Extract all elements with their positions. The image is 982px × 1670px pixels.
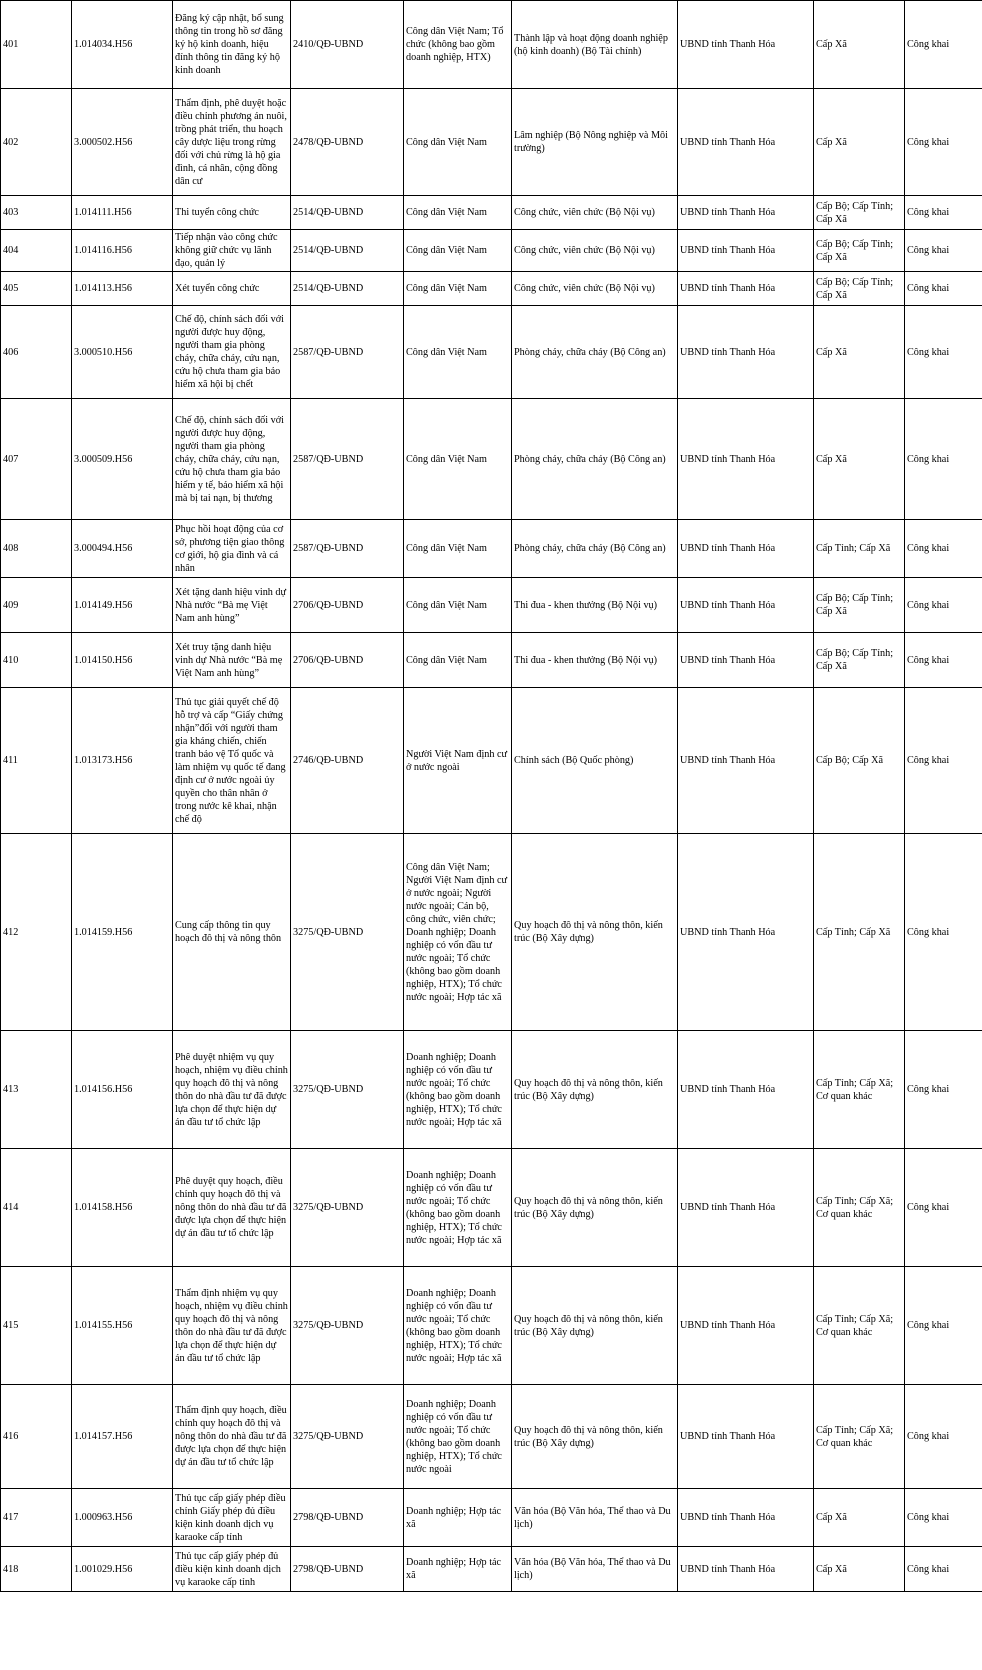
status-cell: Công khai [905,196,982,230]
row-number-cell: 412 [1,834,72,1031]
authority-cell: UBND tỉnh Thanh Hóa [678,1489,814,1547]
authority-cell: UBND tỉnh Thanh Hóa [678,230,814,272]
procedure-code-cell: 3.000509.H56 [72,399,173,520]
applicant-type-cell: Công dân Việt Nam [404,230,512,272]
procedure-code-cell: 3.000510.H56 [72,306,173,399]
table-row [1,633,982,688]
row-number-cell: 409 [1,578,72,633]
applicant-type-cell: Công dân Việt Nam [404,520,512,578]
status-cell: Công khai [905,1031,982,1149]
decision-number-cell: 3275/QĐ-UBND [291,1149,404,1267]
table-row [1,1031,982,1149]
table-row [1,196,982,230]
applicant-type-cell: Doanh nghiệp; Hợp tác xã [404,1489,512,1547]
status-cell: Công khai [905,230,982,272]
authority-cell: UBND tỉnh Thanh Hóa [678,306,814,399]
table-row [1,1547,982,1592]
decision-number-cell: 2514/QĐ-UBND [291,196,404,230]
decision-number-cell: 2706/QĐ-UBND [291,578,404,633]
procedure-code-cell: 1.013173.H56 [72,688,173,834]
field-cell: Công chức, viên chức (Bộ Nội vụ) [512,230,678,272]
decision-number-cell: 2798/QĐ-UBND [291,1547,404,1592]
decision-number-cell: 2798/QĐ-UBND [291,1489,404,1547]
status-cell: Công khai [905,1489,982,1547]
field-cell: Phòng cháy, chữa cháy (Bộ Công an) [512,306,678,399]
field-cell: Thành lập và hoạt động doanh nghiệp (hộ kinh doanh) (Bộ Tài chính) [512,1,678,89]
table-row [1,89,982,196]
status-cell: Công khai [905,306,982,399]
authority-cell: UBND tỉnh Thanh Hóa [678,633,814,688]
field-cell: Công chức, viên chức (Bộ Nội vụ) [512,272,678,306]
authority-cell: UBND tỉnh Thanh Hóa [678,1031,814,1149]
applicant-type-cell: Công dân Việt Nam [404,272,512,306]
row-number-cell: 414 [1,1149,72,1267]
field-cell: Lâm nghiệp (Bộ Nông nghiệp và Môi trường) [512,89,678,196]
level-cell: Cấp Tỉnh; Cấp Xã [814,834,905,1031]
field-cell: Quy hoạch đô thị và nông thôn, kiến trúc (Bộ Xây dựng) [512,1031,678,1149]
decision-number-cell: 2587/QĐ-UBND [291,399,404,520]
procedure-name-cell: Phê duyệt quy hoạch, điều chỉnh quy hoạch đô thị và nông thôn do nhà đầu tư đã được lựa chọn để thực hiện dự án đầu tư tổ chức lập [173,1149,291,1267]
level-cell: Cấp Bộ; Cấp Xã [814,688,905,834]
field-cell: Phòng cháy, chữa cháy (Bộ Công an) [512,399,678,520]
row-number-cell: 402 [1,89,72,196]
authority-cell: UBND tỉnh Thanh Hóa [678,578,814,633]
status-cell: Công khai [905,272,982,306]
procedure-code-cell: 1.014111.H56 [72,196,173,230]
table-row [1,306,982,399]
procedure-code-cell: 1.014155.H56 [72,1267,173,1385]
row-number-cell: 403 [1,196,72,230]
table-body [1,1,982,1592]
table-row [1,399,982,520]
table-row [1,1149,982,1267]
procedure-code-cell: 1.014159.H56 [72,834,173,1031]
status-cell: Công khai [905,688,982,834]
decision-number-cell: 3275/QĐ-UBND [291,1031,404,1149]
status-cell: Công khai [905,1267,982,1385]
level-cell: Cấp Tỉnh; Cấp Xã [814,520,905,578]
procedure-code-cell: 1.014158.H56 [72,1149,173,1267]
authority-cell: UBND tỉnh Thanh Hóa [678,1,814,89]
decision-number-cell: 2514/QĐ-UBND [291,230,404,272]
row-number-cell: 408 [1,520,72,578]
applicant-type-cell: Công dân Việt Nam; Người Việt Nam định cư ở nước ngoài; Người nước ngoài; Cán bộ, công chức, viên chức; Doanh nghiệp; Doanh nghiệp có vốn đầu tư nước ngoài; Tổ chức (không bao gồm doanh nghiệp, HTX); Tổ chức nước ngoài; Hợp tác xã [404,834,512,1031]
decision-number-cell: 2478/QĐ-UBND [291,89,404,196]
row-number-cell: 407 [1,399,72,520]
table-row [1,1489,982,1547]
status-cell: Công khai [905,633,982,688]
level-cell: Cấp Bộ; Cấp Tỉnh; Cấp Xã [814,633,905,688]
row-number-cell: 413 [1,1031,72,1149]
authority-cell: UBND tỉnh Thanh Hóa [678,399,814,520]
authority-cell: UBND tỉnh Thanh Hóa [678,1385,814,1489]
status-cell: Công khai [905,399,982,520]
level-cell: Cấp Bộ; Cấp Tỉnh; Cấp Xã [814,230,905,272]
applicant-type-cell: Công dân Việt Nam [404,633,512,688]
procedure-name-cell: Thủ tục cấp giấy phép đủ điều kiện kinh doanh dịch vụ karaoke cấp tỉnh [173,1547,291,1592]
procedure-name-cell: Đăng ký cập nhật, bổ sung thông tin trong hồ sơ đăng ký hộ kinh doanh, hiệu đính thông tin đăng ký hộ kinh doanh [173,1,291,89]
authority-cell: UBND tỉnh Thanh Hóa [678,89,814,196]
procedure-name-cell: Chế độ, chính sách đối với người được huy động, người tham gia phòng cháy, chữa cháy, cứu nạn, cứu hộ chưa tham gia bảo hiểm xã hội bị chết [173,306,291,399]
procedure-name-cell: Thẩm định, phê duyệt hoặc điều chỉnh phương án nuôi, trồng phát triển, thu hoạch cây dược liệu trong rừng đối với chủ rừng là hộ gia đình, cá nhân, cộng đồng dân cư [173,89,291,196]
field-cell: Quy hoạch đô thị và nông thôn, kiến trúc (Bộ Xây dựng) [512,834,678,1031]
table-row [1,230,982,272]
row-number-cell: 405 [1,272,72,306]
row-number-cell: 416 [1,1385,72,1489]
applicant-type-cell: Doanh nghiệp; Hợp tác xã [404,1547,512,1592]
procedure-code-cell: 1.014150.H56 [72,633,173,688]
decision-number-cell: 3275/QĐ-UBND [291,834,404,1031]
table-row [1,520,982,578]
row-number-cell: 418 [1,1547,72,1592]
procedure-name-cell: Chế độ, chính sách đối với người được huy động, người tham gia phòng cháy, chữa cháy, cứu nạn, cứu hộ chưa tham gia bảo hiểm y tế, bảo hiểm xã hội mà bị tai nạn, bị thương [173,399,291,520]
status-cell: Công khai [905,520,982,578]
applicant-type-cell: Công dân Việt Nam [404,578,512,633]
field-cell: Chính sách (Bộ Quốc phòng) [512,688,678,834]
procedure-name-cell: Phục hồi hoạt động của cơ sở, phương tiện giao thông cơ giới, hộ gia đình và cá nhân [173,520,291,578]
decision-number-cell: 3275/QĐ-UBND [291,1385,404,1489]
status-cell: Công khai [905,1547,982,1592]
status-cell: Công khai [905,1,982,89]
decision-number-cell: 2706/QĐ-UBND [291,633,404,688]
status-cell: Công khai [905,834,982,1031]
procedure-name-cell: Xét tuyển công chức [173,272,291,306]
row-number-cell: 410 [1,633,72,688]
applicant-type-cell: Doanh nghiệp; Doanh nghiệp có vốn đầu tư nước ngoài; Tổ chức (không bao gồm doanh nghiệp, HTX); Tổ chức nước ngoài; Hợp tác xã [404,1031,512,1149]
row-number-cell: 411 [1,688,72,834]
level-cell: Cấp Xã [814,1547,905,1592]
procedure-code-cell: 1.014149.H56 [72,578,173,633]
level-cell: Cấp Tỉnh; Cấp Xã; Cơ quan khác [814,1031,905,1149]
table-row [1,834,982,1031]
field-cell: Quy hoạch đô thị và nông thôn, kiến trúc (Bộ Xây dựng) [512,1385,678,1489]
field-cell: Phòng cháy, chữa cháy (Bộ Công an) [512,520,678,578]
applicant-type-cell: Công dân Việt Nam; Tổ chức (không bao gồm doanh nghiệp, HTX) [404,1,512,89]
applicant-type-cell: Doanh nghiệp; Doanh nghiệp có vốn đầu tư nước ngoài; Tổ chức (không bao gồm doanh nghiệp, HTX); Tổ chức nước ngoài; Hợp tác xã [404,1267,512,1385]
procedure-code-cell: 1.014113.H56 [72,272,173,306]
field-cell: Thi đua - khen thưởng (Bộ Nội vụ) [512,578,678,633]
field-cell: Văn hóa (Bộ Văn hóa, Thể thao và Du lịch) [512,1489,678,1547]
procedure-name-cell: Thủ tục cấp giấy phép điều chỉnh Giấy phép đủ điều kiện kinh doanh dịch vụ karaoke cấp tỉnh [173,1489,291,1547]
level-cell: Cấp Tỉnh; Cấp Xã; Cơ quan khác [814,1385,905,1489]
field-cell: Công chức, viên chức (Bộ Nội vụ) [512,196,678,230]
decision-number-cell: 3275/QĐ-UBND [291,1267,404,1385]
table-row [1,272,982,306]
applicant-type-cell: Công dân Việt Nam [404,89,512,196]
procedure-name-cell: Tiếp nhận vào công chức không giữ chức vụ lãnh đạo, quản lý [173,230,291,272]
decision-number-cell: 2410/QĐ-UBND [291,1,404,89]
status-cell: Công khai [905,1149,982,1267]
level-cell: Cấp Tỉnh; Cấp Xã; Cơ quan khác [814,1149,905,1267]
level-cell: Cấp Xã [814,89,905,196]
procedure-name-cell: Thủ tục giải quyết chế độ hỗ trợ và cấp “Giấy chứng nhận”đối với người tham gia kháng chiến, chiến tranh bảo vệ Tổ quốc và làm nhiệm vụ quốc tế đang định cư ở nước ngoài ủy quyền cho thân nhân ở trong nước kê khai, nhận chế độ [173,688,291,834]
decision-number-cell: 2514/QĐ-UBND [291,272,404,306]
applicant-type-cell: Công dân Việt Nam [404,399,512,520]
row-number-cell: 406 [1,306,72,399]
procedure-name-cell: Xét truy tặng danh hiệu vinh dự Nhà nước “Bà mẹ Việt Nam anh hùng” [173,633,291,688]
procedure-name-cell: Cung cấp thông tin quy hoạch đô thị và nông thôn [173,834,291,1031]
level-cell: Cấp Bộ; Cấp Tỉnh; Cấp Xã [814,272,905,306]
level-cell: Cấp Bộ; Cấp Tỉnh; Cấp Xã [814,196,905,230]
level-cell: Cấp Xã [814,399,905,520]
authority-cell: UBND tỉnh Thanh Hóa [678,1267,814,1385]
procedure-code-cell: 1.014157.H56 [72,1385,173,1489]
row-number-cell: 415 [1,1267,72,1385]
table-row [1,1385,982,1489]
table-row [1,1,982,89]
procedure-name-cell: Thẩm định quy hoạch, điều chỉnh quy hoạch đô thị và nông thôn do nhà đầu tư đã được lựa chọn để thực hiện dự án đầu tư tổ chức lập [173,1385,291,1489]
procedure-name-cell: Phê duyệt nhiệm vụ quy hoạch, nhiệm vụ điều chỉnh quy hoạch đô thị và nông thôn do nhà đầu tư đã được lựa chọn để thực hiện dự án đầu tư tổ chức lập [173,1031,291,1149]
procedure-code-cell: 1.001029.H56 [72,1547,173,1592]
applicant-type-cell: Doanh nghiệp; Doanh nghiệp có vốn đầu tư nước ngoài; Tổ chức (không bao gồm doanh nghiệp, HTX); Tổ chức nước ngoài; Hợp tác xã [404,1149,512,1267]
field-cell: Quy hoạch đô thị và nông thôn, kiến trúc (Bộ Xây dựng) [512,1149,678,1267]
field-cell: Văn hóa (Bộ Văn hóa, Thể thao và Du lịch) [512,1547,678,1592]
procedure-code-cell: 1.014156.H56 [72,1031,173,1149]
procedure-name-cell: Xét tặng danh hiệu vinh dự Nhà nước “Bà mẹ Việt Nam anh hùng” [173,578,291,633]
decision-number-cell: 2746/QĐ-UBND [291,688,404,834]
applicant-type-cell: Doanh nghiệp; Doanh nghiệp có vốn đầu tư nước ngoài; Tổ chức (không bao gồm doanh nghiệp, HTX); Tổ chức nước ngoài [404,1385,512,1489]
status-cell: Công khai [905,89,982,196]
row-number-cell: 401 [1,1,72,89]
status-cell: Công khai [905,578,982,633]
procedure-code-cell: 3.000494.H56 [72,520,173,578]
table-row [1,1267,982,1385]
table-row [1,578,982,633]
applicant-type-cell: Công dân Việt Nam [404,196,512,230]
authority-cell: UBND tỉnh Thanh Hóa [678,1547,814,1592]
row-number-cell: 417 [1,1489,72,1547]
authority-cell: UBND tỉnh Thanh Hóa [678,1149,814,1267]
level-cell: Cấp Xã [814,1,905,89]
row-number-cell: 404 [1,230,72,272]
table-row [1,688,982,834]
authority-cell: UBND tỉnh Thanh Hóa [678,272,814,306]
level-cell: Cấp Xã [814,1489,905,1547]
level-cell: Cấp Bộ; Cấp Tỉnh; Cấp Xã [814,578,905,633]
applicant-type-cell: Công dân Việt Nam [404,306,512,399]
authority-cell: UBND tỉnh Thanh Hóa [678,520,814,578]
level-cell: Cấp Xã [814,306,905,399]
procedure-code-cell: 1.014034.H56 [72,1,173,89]
procedure-code-cell: 3.000502.H56 [72,89,173,196]
field-cell: Quy hoạch đô thị và nông thôn, kiến trúc (Bộ Xây dựng) [512,1267,678,1385]
authority-cell: UBND tỉnh Thanh Hóa [678,196,814,230]
level-cell: Cấp Tỉnh; Cấp Xã; Cơ quan khác [814,1267,905,1385]
authority-cell: UBND tỉnh Thanh Hóa [678,688,814,834]
applicant-type-cell: Người Việt Nam định cư ở nước ngoài [404,688,512,834]
decision-number-cell: 2587/QĐ-UBND [291,520,404,578]
authority-cell: UBND tỉnh Thanh Hóa [678,834,814,1031]
procedure-name-cell: Thẩm định nhiệm vụ quy hoạch, nhiệm vụ điều chỉnh quy hoạch đô thị và nông thôn do nhà đầu tư đã được lựa chọn để thực hiện dự án đầu tư tổ chức lập [173,1267,291,1385]
procedure-code-cell: 1.000963.H56 [72,1489,173,1547]
decision-number-cell: 2587/QĐ-UBND [291,306,404,399]
field-cell: Thi đua - khen thưởng (Bộ Nội vụ) [512,633,678,688]
procedure-code-cell: 1.014116.H56 [72,230,173,272]
procedure-name-cell: Thi tuyển công chức [173,196,291,230]
status-cell: Công khai [905,1385,982,1489]
